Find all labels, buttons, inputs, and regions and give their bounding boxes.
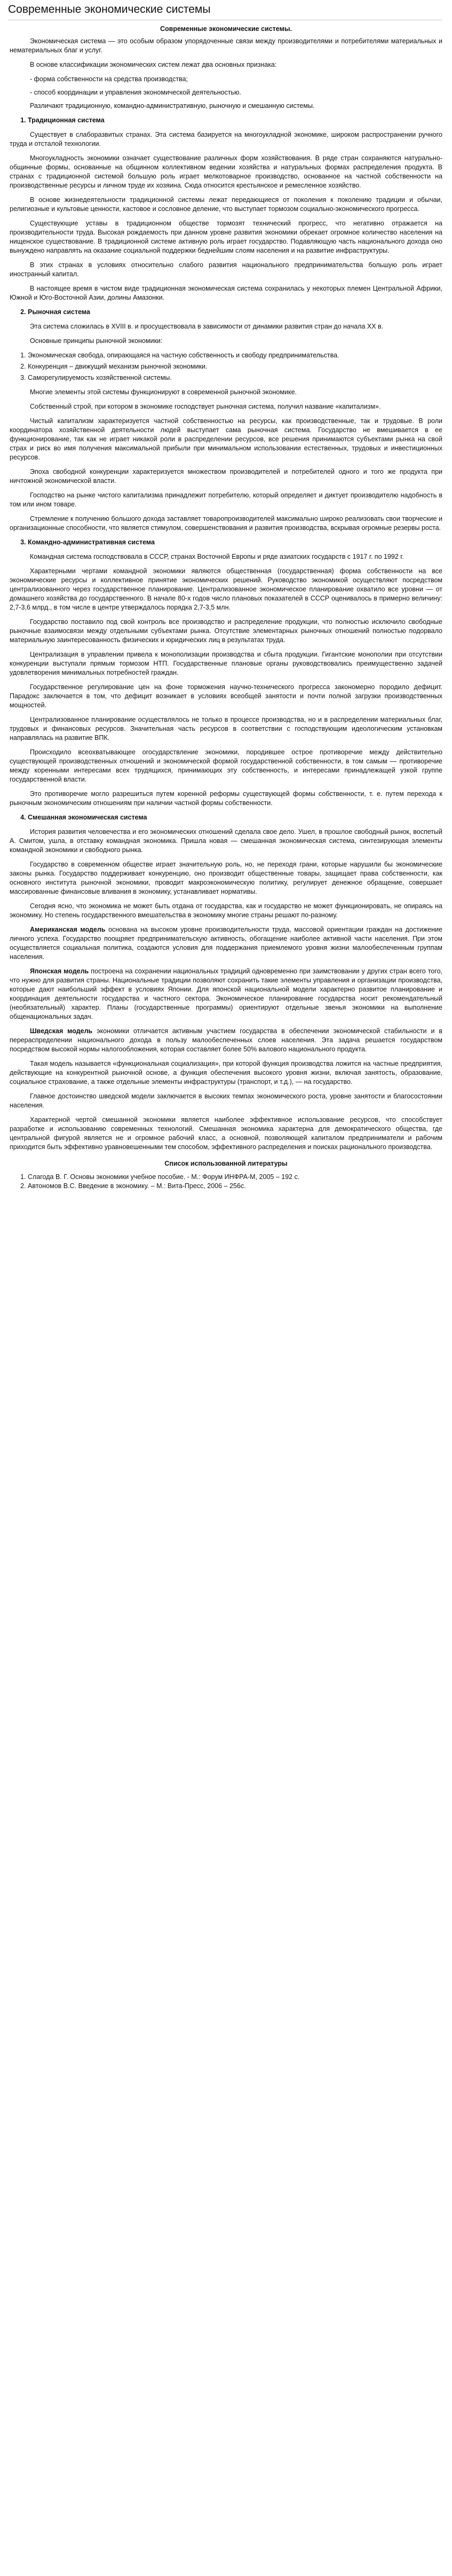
- list-item: 1. Экономическая свобода, опирающаяся на частную собственность и свободу предпринимательства.: [28, 351, 442, 360]
- paragraph-text: экономики отличается активным участием государства в обеспечении экономической стабильности и в перераспределении национального дохода в пользу малообеспеченных слоев населения. Эта задача решается государством посредством высокой нормы налогообложения, которая составляет более 50% валового национального продукта.: [10, 1027, 442, 1053]
- paragraph: Централизация в управлении привела к монополизации производства и сбыта продукции. Гигантские монополии при отсутствии конкуренции выступали прямым тормозом НТП. Государственные плановые органы руководствовались преимущественно задачей удовлетворения минимальных потребностей граждан.: [10, 651, 442, 676]
- paragraph: [10, 925, 442, 962]
- paragraph: Сегодня ясно, что экономика не может быть отдана от государства, как и государство не может функционировать, не опираясь на экономику. Но степень государственного вмешательства в экономику многие страны решают по-разному.: [10, 902, 442, 919]
- paragraph: Существующие уставы в традиционном обществе тормозят технический прогресс, что негативно отражается на производительности труда. Высокая рождаемость при данном уровне развития экономики обрекает огромное количество населения на нищенское существование. В традиционной системе активную роль играет государство. Подавляющую часть национального дохода оно вынуждено направлять на оказание социальной поддержки беднейшим слоям населения и на развитие инфраструктуры.: [10, 220, 442, 254]
- paragraph: Государственное регулирование цен на фоне торможения научно-технического прогресса закономерно породило дефицит. Парадокс заключается в том, что дефицит возникает в условиях всеобщей занятости и почти полной загрузки производственных мощностей.: [10, 683, 442, 709]
- paragraph: Экономическая система — это особым образом упорядоченные связи между производителями и потребителями материальных и нематериальных благ и услуг.: [10, 37, 442, 54]
- list-item: 2. Конкуренция – движущий механизм рыночной экономики.: [28, 362, 442, 371]
- paragraph: Это противоречие могло разрешиться путем коренной реформы существующей формы собственности, т. е. путем перехода к рыночным экономическим отношениям при наличии частной формы собственности.: [10, 790, 442, 807]
- section-heading-command: 3. Командно-административная система: [28, 538, 442, 547]
- section-heading-list: [10, 538, 442, 547]
- model-label-japanese: Японская модель: [30, 967, 89, 975]
- paragraph: Государство в современном обществе играет значительную роль, но, не переходя грани, которые нарушили бы экономические законы рынка. Государство поддерживает конкуренцию, оно производит общественные товары, защищает права собственности, как основного института рыночной экономики, проводит макроэкономическую политику, регулирует денежное обращение, совершает массированные финансовые вливания в экономику, устанавливает нормативы.: [10, 861, 442, 895]
- paragraph: Происходило всеохватывающее огосударствление экономики, породившее острое противоречие между действительно существующей производственных отношений и экономической формой государственной собственности, в том самым — противоречие между коренными интересами всех трудящихся, принимающих эту собственность, и интересами принадлежащей узкой группе государственной власти.: [10, 748, 442, 783]
- paragraph: Главное достоинство шведской модели заключается в высоких темпах экономического роста, уровне занятости и благосостоянии населения.: [10, 1092, 442, 1109]
- paragraph: Эпоха свободной конкуренции характеризуется множеством производителей и потребителей одного и того же продукта при ничтожной экономической власти.: [10, 468, 442, 485]
- paragraph: [10, 967, 442, 1021]
- paragraph: Стремление к получению большого дохода заставляет товаропроизводителей максимально широко реализовать свои творческие и организационные способности, что является стимулом, совершенствования и развития производства, вскрывая огромные резервы роста.: [10, 515, 442, 532]
- section-heading-list: [10, 308, 442, 317]
- paragraph: История развития человечества и его экономических отношений сделала свое дело. Ушел, в прошлое свободный рынок, воспетый А. Смитом, ушла, в отставку командная экономика. Пришла новая — смешанная экономическая система, синтезирующая элементы командной экономики и свободного рынка.: [10, 828, 442, 854]
- paragraph: Различают традиционную, командно-административную, рыночную и смешанную системы.: [30, 102, 315, 110]
- bibliography: [10, 1173, 442, 1191]
- list-item: - способ координации и управления экономической деятельностью.: [30, 89, 241, 96]
- bibliography-item: 2. Автономов В.С. Введение в экономику. – М.: Вита-Пресс, 2006 – 256с.: [28, 1182, 442, 1191]
- paragraph: В основе жизнедеятельности традиционной системы лежат передающиеся от поколения к поколению традиции и обычаи, религиозные и культовые ценности, кастовое и сословное деление, что выступает тормозом социально-экономического прогресса.: [10, 196, 442, 213]
- paragraph: Собственный строй, при котором в экономике господствует рыночная система, получил название «капитализм».: [30, 403, 381, 410]
- section-heading-list: [10, 116, 442, 125]
- document-heading: Современные экономические системы.: [160, 25, 292, 33]
- bibliography-title: Список использованной литературы: [164, 1160, 288, 1167]
- model-label-american: Американская модель: [30, 926, 106, 933]
- section-heading-mixed: 4. Смешанная экономическая система: [28, 813, 442, 822]
- paragraph: Эта система сложилась в XVIII в. и просуществовала в зависимости от динамики развития стран до начала XX в.: [30, 323, 384, 330]
- paragraph: Чистый капитализм характеризуется частной собственностью на ресурсы, как производственные, так и трудовые. В роли координатора хозяйственной деятельности людей выступает сама рыночная система. Государство не вмешивается в ее функционирование, так как не играет никакой роли в распределении ресурсов, все решения принимаются субъектами рынка на свой страх и риск во имя получения максимальной прибыли при минимальном использовании естественных, трудовых и инвестиционных ресурсов.: [10, 417, 442, 461]
- paragraph-text: построена на сохранении национальных традиций одновременно при заимствовании у других стран всего того, что нужно для развития страны. Национальные традиции позволяют сохранить такие элементы управления и организации производства, которые дают наибольший эффект в условиях Японии. Для японской национальной модели характерно развитое планирование и координация деятельности государства и частного сектора. Экономическое планирование государства носит рекомендательный (необязательный) характер. Планы (государственные программы) ориентируют отдельные звенья экономики на выполнение общенациональных задач.: [10, 967, 442, 1020]
- list-item: - форма собственности на средства производства;: [30, 75, 188, 83]
- page-title: Современные экономические системы: [8, 2, 442, 20]
- paragraph: Характерными чертами командной экономики являются общественная (государственная) форма собственности на все экономические ресурсы и коллективное принятие экономических решений. Руководство экономикой осуществляют посредством централизованного через государственное планирование. Централизованное экономическое планирование охватило все уровни — от домашнего хозяйства до государственного. В начале 80-х годов число плановых показателей в СССР оценивалось в примерно величину: 2,7-3,6 млрд., в том числе в центре утверждалось порядка 2,7-3,5 млн.: [10, 567, 442, 611]
- paragraph: Основные принципы рыночной экономики:: [30, 337, 163, 345]
- paragraph: Многие элементы этой системы функционируют в современной рыночной экономике.: [30, 388, 297, 396]
- paragraph: В основе классификации экономических систем лежат два основных признака:: [30, 61, 277, 68]
- paragraph: В этих странах в условиях относительно слабого развития национального предпринимательства большую роль играет иностранный капитал.: [10, 261, 442, 278]
- list-item: 3. Саморегулируемость хозяйственной системы.: [28, 373, 442, 383]
- paragraph: [10, 1027, 442, 1054]
- paragraph: Централизованное планирование осуществлялось не только в процессе производства, но и в распределении материальных благ, трудовых и финансовых ресурсов. Значительная часть ресурсов в соответствии с господствующим идеологическим установкам направлялась на развитие ВПК.: [10, 716, 442, 741]
- paragraph: В настоящее время в чистом виде традиционная экономическая система сохранилась у некоторых племен Центральной Африки, Южной и Юго-Восточной Азии, долины Амазонки.: [10, 285, 442, 301]
- paragraph: Такая модель называется «функциональная социализация», при которой функция производства ложится на частные предприятия, действующие на конкурентной рыночной основе, а функция обеспечения высокого уровня жизни, включая занятость, образование, социальное страхование, а также отдельные элементы инфраструктуры (транспорт, и т.д.), — на государство.: [10, 1060, 442, 1086]
- model-label-swedish: Шведская модель: [30, 1027, 93, 1035]
- section-heading-list: [10, 813, 442, 822]
- paragraph: Характерной чертой смешанной экономики является наиболее эффективное использование ресурсов, что способствует разработке и использованию современных технологий. Смешанная экономика характерна для демократического общества, где центральной фигурой является не и огромное рабочий класс, а основной, позволяющей капиталом предприниматели и рабочим приходится быть эффективно уравновешенными тем способом, эффективного распределения и поисках рационального производства.: [10, 1116, 442, 1151]
- paragraph: Многоукладность экономики означает существование различных форм хозяйствования. В ряде стран сохраняются натурально-общинные формы, основанные на общинном коллективном ведении хозяйства и натуральных формах распределения продукта. В странах с традиционной системой большую роль играет мелкотоварное производство, основанное на частной собственности на производственные ресурсы и личном труде их хозяина. Сюда относится крестьянское и ремесленное хозяйство.: [10, 154, 442, 189]
- section-heading-traditional: 1. Традиционная система: [28, 116, 442, 125]
- bibliography-item: 1. Слагода В. Г. Основы экономики учебное пособие. - М.: Форум ИНФРА-М, 2005 – 192 с.: [28, 1173, 442, 1182]
- paragraph-text: основана на высоком уровне производительности труда, массовой ориентации граждан на достижение личного успеха. Государство поощряет предпринимательскую активность, обогащение наиболее активной части населения. При этом осуществляется социальная политика, создаются условия для поддержания приемлемого уровня жизни малообеспеченным группам населения.: [10, 926, 442, 961]
- principles-list: [10, 351, 442, 383]
- paragraph: Государство поставило под свой контроль все производство и распределение продукции, что полностью исключило свободные рыночные взаимосвязи между отдельными субъектами рынка. Отсутствие элементарных рыночных отношений полностью подорвало материальную заинтересованность физических и юридических лиц в результатах труда.: [10, 618, 442, 644]
- paragraph: Господство на рынке чистого капитализма принадлежит потребителю, который определяет и диктует производителю надобность в том или ином товаре.: [10, 491, 442, 508]
- section-heading-market: 2. Рыночная система: [28, 308, 442, 317]
- paragraph: Командная система господствовала в СССР, странах Восточной Европы и ряде азиатских государств с 1917 г. по 1992 г.: [30, 553, 404, 560]
- paragraph: Существует в слаборазвитых странах. Эта система базируется на многоукладной экономике, широком распространении ручного труда и отсталой технологии.: [10, 131, 442, 147]
